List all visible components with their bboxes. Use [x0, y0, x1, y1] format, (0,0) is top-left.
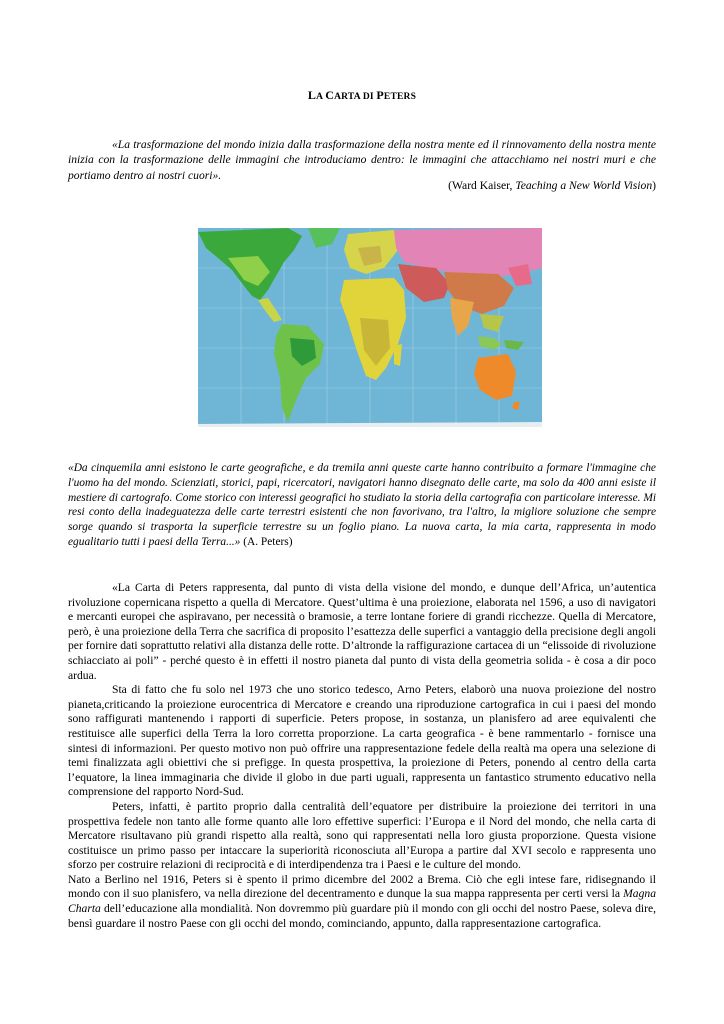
page-title: LA CARTA DI PETERS — [307, 88, 417, 102]
article-body — [68, 581, 656, 931]
paragraph: Peters, infatti, è partito proprio dalla centralità dell’equatore per distribuire la proiezione dei territori in una prospettiva fedele non tanto alle forme quanto alle loro effettive superfici: l’Europa e il Nord del mondo, che nella carta di Mercatore risultavano più grandi rispetto alla realtà, sono qui rappresentati nella loro giusta proporzione. Questa visione costituisce un primo passo per intaccare la superiorità riconosciuta all’Europa a partire dal XVI secolo e rappresenta uno sforzo per costruire relazioni di reciprocità e di interdipendenza tra i Paesi e le culture del mondo. — [68, 799, 656, 872]
peters-quote: «Da cinquemila anni esistono le carte geografiche, e da tremila anni queste carte hanno contribuito a formare l'immagine che l'uomo ha del mondo. Scienziati, storici, papi, ricercatori, navigatori hanno disegnato delle carte, ma solo da 400 anni esiste il mestiere di cartografo. Come storico con interessi geografici ho studiato la storia della cartografia con particolare interesse. Mi resi conto della inadeguatezza delle carte terrestri esistenti che non favorivano, tra l'altro, la migliore soluzione che sempre sorge quando si trasporta la superficie terrestre su un foglio piano. La nuova carta, la mia carta, rappresenta in modo egualitario tutti i paesi della Terra...» (A. Peters) — [68, 462, 656, 548]
paragraph: Sta di fatto che fu solo nel 1973 che uno storico tedesco, Arno Peters, elaborò una nuova proiezione del nostro pianeta,criticando la proiezione eurocentrica di Mercatore e creando una riproduzione cartografica in cui i paesi del mondo sono raffigurati mantenendo i rapporti di superficie. Peters propose, in sostanza, un planisfero ad aree equivalenti che restituisce alle superfici della Terra la loro corretta proporzione. La carta geografica - è bene rammentarlo - fornisce una sintesi di informazioni. Per questo motivo non può offrire una rappresentazione fedele della realtà ma opera una selezione di temi finalizzata agli obiettivi che si prefigge. In questa prospettiva, la proiezione di Peters, ponendo al centro della carta l’equatore, la linea immaginaria che divide il globo in due parti uguali, rappresenta un fantastico strumento educativo nella comprensione del rapporto Nord-Sud. — [68, 683, 656, 799]
paragraph: Nato a Berlino nel 1916, Peters si è spento il primo dicembre del 2002 a Brema. Ciò che egli intese fare, ridisegnando il mondo con il suo planisfero, va nella direzione del decentramento e dunque la sua mappa rappresenta per certi versi la Magna Charta dell’educazione alla mondialità. Non dovremmo più guardare più il mondo con gli occhi del nostro Paese, soleva dire, bensì guardare il nostro Paese con gli occhi del mondo, cominciando, appunto, dalla rappresentazione cartografica. — [68, 872, 656, 930]
peters-map-image — [198, 228, 542, 427]
paragraph: «La Carta di Peters rappresenta, dal punto di vista della visione del mondo, e dunque dell’Africa, un’autentica rivoluzione copernicana rispetto a quella di Mercatore. Quest’ultima è una proiezione, elaborata nel 1596, a uso di navigatori e mercanti europei che aspiravano, per necessità o bramosie, a terre lontane foriere di grandi ricchezze. Quella di Mercatore, però, è una proiezione della Terra che sacrifica di proposito l’esattezza delle superfici a vantaggio della precisione degli angoli per fornire dati soprattutto relativi alla distanza delle rotte. D’altronde la raffigurazione cartacea di un “elissoide di rivoluzione schiacciato ai poli” - perché questo è in effetti il nostro pianeta dal punto di vista della geometria solida - è cosa a dir poco ardua. — [68, 581, 656, 682]
opening-quote: «La trasformazione del mondo inizia dalla trasformazione della nostra mente ed il rinnovamento della nostra mente inizia con la trasformazione delle immagini che introduciamo dentro: le immagini che attacchiamo nei nostri muri e che portiamo dentro ai nostri cuori». — [68, 138, 656, 182]
quote-attribution: (Ward Kaiser, Teaching a New World Vision) — [448, 179, 656, 192]
